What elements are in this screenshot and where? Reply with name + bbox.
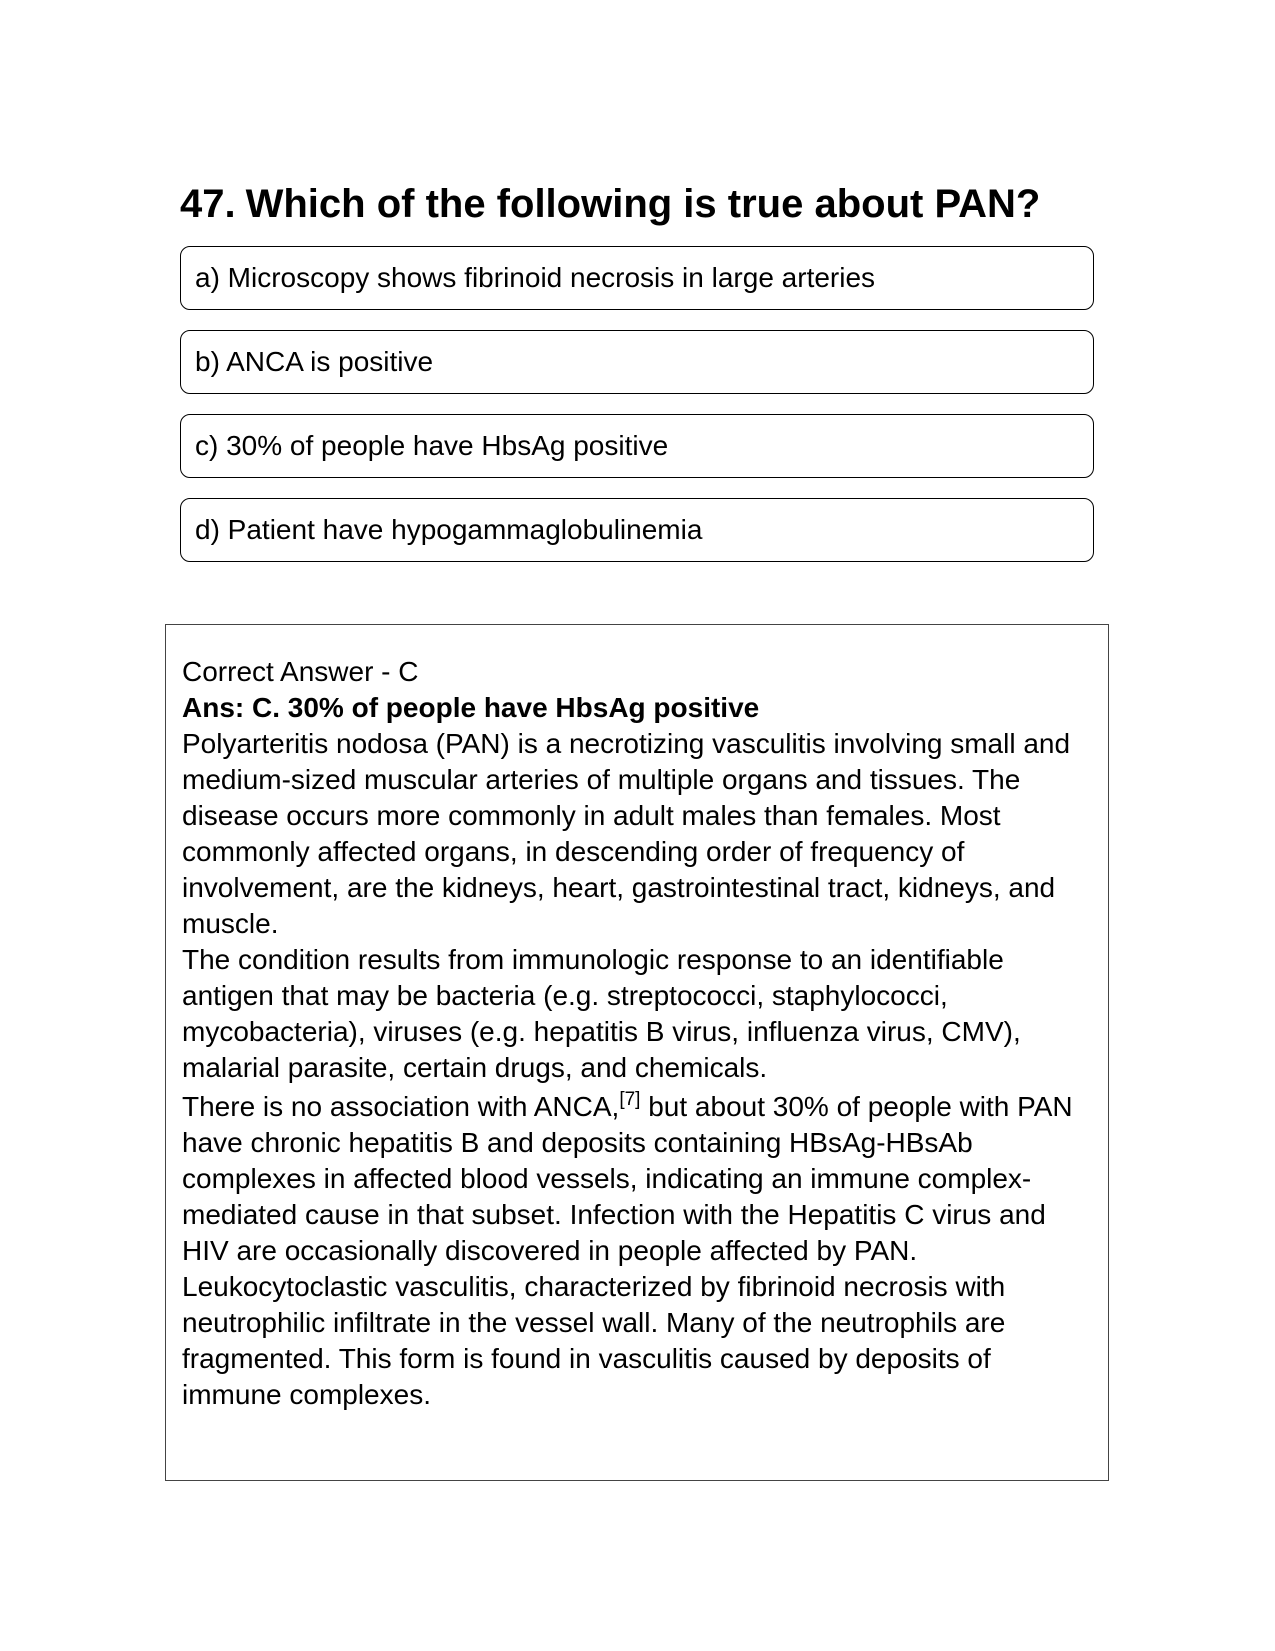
- explanation-paragraph-3-end: but about 30% of people with PAN have chronic hepatitis B and deposits containing HBsAg-HBsAb complexes in affected blood vessels, indicating an immune complex-mediated cause in that subset. Infection with the Hepatitis C virus and HIV are occasionally discovered in people affected by PAN.: [182, 1091, 1073, 1266]
- explanation-paragraph-2: The condition results from immunologic response to an identifiable antigen that may be bacteria (e.g. streptococci, staphylococci, mycobacteria), viruses (e.g. hepatitis B virus, influenza virus, CMV), malarial parasite, certain drugs, and chemicals.: [182, 944, 1021, 1083]
- reference-link[interactable]: [7]: [619, 1089, 641, 1110]
- explanation-paragraph-1: Polyarteritis nodosa (PAN) is a necrotizing vasculitis involving small and medium-sized muscular arteries of multiple organs and tissues. The disease occurs more commonly in adult males than females. Most commonly affected organs, in descending order of frequency of involvement, are the kidneys, heart, gastrointestinal tract, kidneys, and muscle.: [182, 728, 1071, 939]
- correct-answer-line: Correct Answer - C: [182, 656, 419, 687]
- question-text: Which of the following is true about PAN?: [245, 182, 1041, 226]
- option-b[interactable]: b) ANCA is positive: [180, 330, 1094, 394]
- option-d[interactable]: d) Patient have hypogammaglobulinemia: [180, 498, 1094, 562]
- question-number: 47.: [180, 182, 236, 226]
- option-a[interactable]: a) Microscopy shows fibrinoid necrosis in large arteries: [180, 246, 1094, 310]
- option-c[interactable]: c) 30% of people have HbsAg positive: [180, 414, 1094, 478]
- explanation-paragraph-3-start: There is no association with ANCA,: [182, 1091, 620, 1122]
- answer-explanation-box: [165, 624, 1109, 1481]
- explanation-paragraph-3: [182, 1089, 1094, 1269]
- answer-heading: Ans: C. 30% of people have HbsAg positive: [182, 692, 760, 723]
- question-title: [180, 176, 1040, 232]
- explanation-paragraph-4: Leukocytoclastic vasculitis, characterized by fibrinoid necrosis with neutrophilic infiltrate in the vessel wall. Many of the neutrophils are fragmented. This form is found in vasculitis caused by deposits of immune complexes.: [182, 1271, 1006, 1410]
